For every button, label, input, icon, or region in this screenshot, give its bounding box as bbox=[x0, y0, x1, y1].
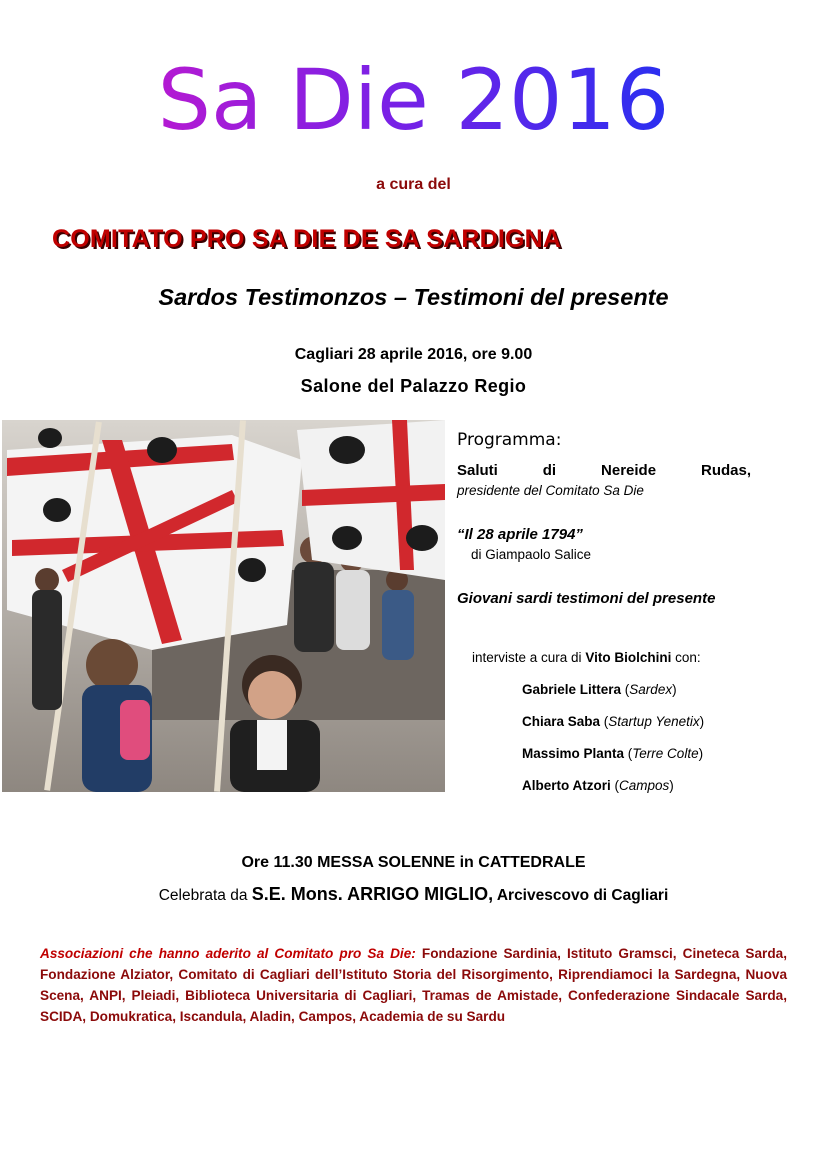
mass-announcement: Ore 11.30 MESSA SOLENNE in CATTEDRALE bbox=[241, 854, 586, 871]
event-venue: Salone del Palazzo Regio bbox=[300, 376, 527, 396]
interviewee: Gabriele Littera (Sardex) bbox=[522, 682, 677, 697]
associations-paragraph bbox=[40, 943, 787, 1027]
committee-name: COMITATO PRO SA DIE DE SA SARDIGNA bbox=[52, 225, 562, 253]
poster-title-text: Sa Die 2016 bbox=[157, 51, 670, 149]
interviewee-name: Chiara Saba bbox=[522, 714, 601, 729]
interviewee-list bbox=[522, 681, 704, 809]
interviewee: Massimo Planta (Terre Colte) bbox=[522, 746, 704, 761]
greetings-line: Saluti di Nereide Rudas, bbox=[457, 462, 751, 479]
talk-speaker: di Giampaolo Salice bbox=[471, 547, 592, 562]
celebrant-role: Arcivescovo di Cagliari bbox=[493, 887, 669, 904]
interviews-suffix: con: bbox=[671, 650, 701, 665]
interviewee-name: Alberto Atzori bbox=[522, 778, 611, 793]
interviewee-org: Terre Colte bbox=[632, 746, 699, 761]
event-photo bbox=[2, 420, 445, 792]
celebrant-name: S.E. Mons. ARRIGO MIGLIO, bbox=[251, 884, 494, 904]
talk-title: “Il 28 aprile 1794” bbox=[457, 526, 583, 543]
event-date-time: Cagliari 28 aprile 2016, ore 9.00 bbox=[294, 346, 533, 363]
interviewee-org: Sardex bbox=[629, 682, 673, 697]
flags-parade-illustration bbox=[2, 420, 445, 792]
interviews-host: Vito Biolchini bbox=[585, 650, 672, 665]
interviewee-name: Gabriele Littera bbox=[522, 682, 622, 697]
celebrated-by-label: Celebrata da bbox=[158, 887, 252, 904]
interviewee-org: Startup Yenetix bbox=[608, 714, 700, 729]
interviewee-name: Massimo Planta bbox=[522, 746, 625, 761]
programme-heading: Programma: bbox=[457, 430, 562, 450]
interviewee-org: Campos bbox=[619, 778, 670, 793]
associations-list: Fondazione Sardinia, Istituto Gramsci, Cineteca Sarda, Fondazione Alziator, Comitato di Cagliari dell’Istituto Storia del Risorgimento, Riprendiamoci la Sardegna, Nuova Scena, ANPI, Pleiadi, Biblioteca Universitaria di Cagliari, Tramas de Amistade, Confederazione Sindacale Sarda, SCIDA, Domukratica, Iscandula, Aladin, Campos, Academia de su Sardu bbox=[40, 946, 787, 1024]
poster-title bbox=[0, 50, 827, 150]
greetings-role: presidente del Comitato Sa Die bbox=[457, 483, 644, 498]
interviewee: Alberto Atzori (Campos) bbox=[522, 778, 674, 793]
interviews-line bbox=[472, 650, 772, 665]
interviews-prefix: interviste a cura di bbox=[472, 650, 586, 665]
interviewee: Chiara Saba (Startup Yenetix) bbox=[522, 714, 705, 729]
mass-celebrant-line bbox=[0, 884, 827, 905]
event-subtitle: Sardos Testimonzos – Testimoni del presente bbox=[158, 284, 669, 310]
associations-lead: Associazioni che hanno aderito al Comitato pro Sa Die: bbox=[40, 946, 416, 961]
young-witnesses-title: Giovani sardi testimoni del presente bbox=[457, 590, 716, 607]
by-line: a cura del bbox=[376, 176, 451, 193]
